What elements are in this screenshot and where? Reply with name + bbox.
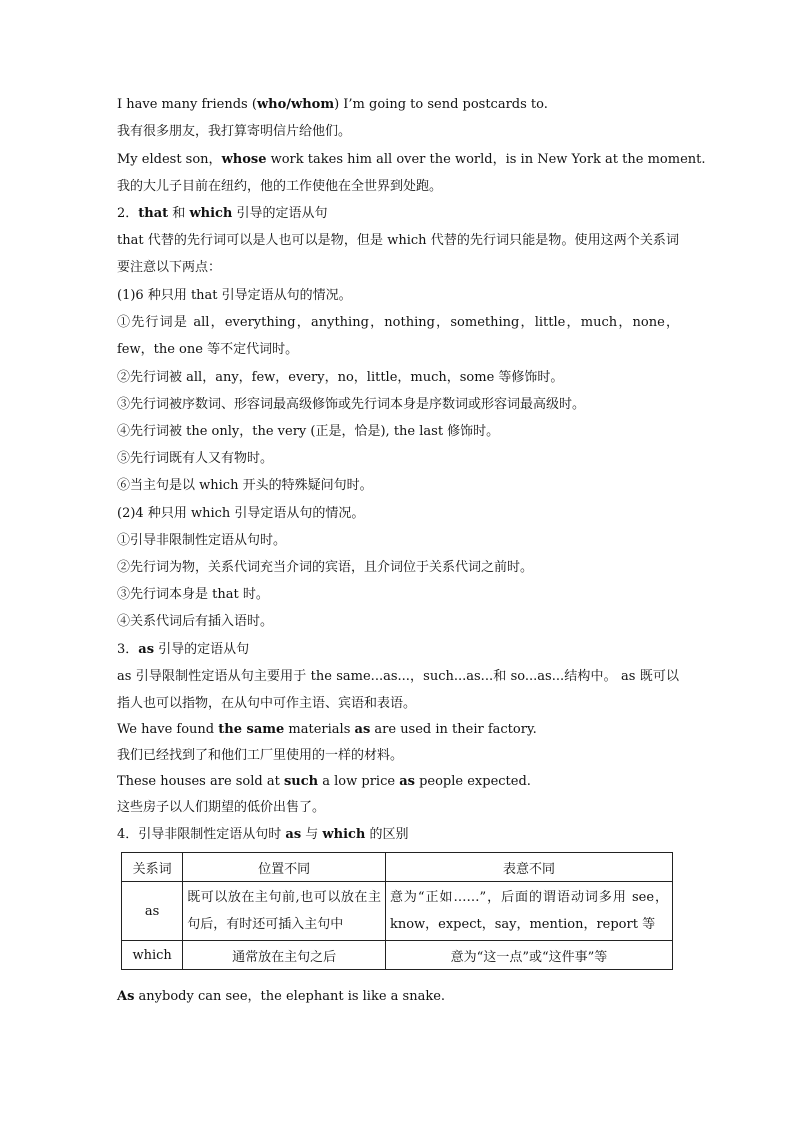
table-row: [122, 941, 673, 970]
text: 和: [168, 206, 190, 221]
section-heading: [117, 826, 679, 844]
table-header: 表意不同: [385, 853, 672, 882]
list-item: ⑤先行词既有人又有物时。: [117, 451, 274, 466]
text: work takes him all over the world，is in New York at the moment.: [266, 152, 706, 167]
translation: 这些房子以人们期望的低价出售了。: [117, 800, 326, 815]
example-sentence: [117, 988, 679, 1006]
table-row: [122, 882, 673, 941]
section-heading: [117, 205, 679, 223]
list-item: ④先行词被 the only，the very (正是，恰是), the last 修饰时。: [117, 424, 500, 439]
subheading: (1)6 种只用 that 引导定语从句的情况。: [117, 288, 352, 303]
bold-text: such: [283, 774, 319, 789]
text: are used in their factory.: [370, 722, 537, 737]
text: a low price: [318, 774, 400, 789]
table-cell: 通常放在主句之后: [183, 941, 386, 970]
table-cell: which: [122, 941, 183, 970]
example-sentence: [117, 721, 679, 739]
table-cell: 意为“这一点”或“这件事”等: [385, 941, 672, 970]
table-header-row: [122, 853, 673, 882]
list-item: ①引导非限制性定语从句时。: [117, 533, 287, 548]
table-header: 关系词: [122, 853, 183, 882]
example-sentence: [117, 773, 679, 791]
text: ) I’m going to send postcards to.: [334, 97, 548, 112]
bold-text: As: [117, 989, 135, 1004]
bold-text: that: [138, 206, 169, 221]
list-item: ③先行词本身是 that 时。: [117, 587, 269, 602]
paragraph: that 代替的先行词可以是人也可以是物，但是 which 代替的先行词只能是物。使用这两个关系词要注意以下两点：: [117, 233, 679, 275]
translation: 我的大儿子目前在纽约，他的工作使他在全世界到处跑。: [117, 179, 443, 194]
table-cell: as: [122, 882, 183, 941]
text: We have found: [117, 722, 219, 737]
list-item: ②先行词被 all，any，few，every，no，little，much，some 等修饰时。: [117, 370, 564, 385]
example-sentence: [117, 96, 679, 114]
paragraph: as 引导限制性定语从句主要用于 the same...as...，such...as...和 so...as...结构中。 as 既可以指人也可以指物，在从句中可作主语、宾语和表语。: [117, 669, 679, 711]
text: 引导的定语从句: [154, 642, 250, 657]
list-item: ④关系代词后有插入语时。: [117, 614, 274, 629]
list-item: ①先行词是 all，everything，anything，nothing，something，little，much，none，few，the one 等不定代词时。: [117, 315, 679, 357]
text: 与: [301, 827, 323, 842]
text: 4．引导非限制性定语从句时: [117, 827, 286, 842]
bold-text: which: [189, 206, 233, 221]
list-item: ③先行词被序数词、形容词最高级修饰或先行词本身是序数词或形容词最高级时。: [117, 397, 586, 412]
list-item: ②先行词为物，关系代词充当介词的宾语，且介词位于关系代词之前时。: [117, 560, 534, 575]
section-heading: [117, 641, 679, 659]
text: 引导的定语从句: [232, 206, 328, 221]
text: These houses are sold at: [117, 774, 284, 789]
text: 3．: [117, 642, 139, 657]
text: 2．: [117, 206, 139, 221]
bold-text: whose: [221, 152, 267, 167]
text: 的区别: [365, 827, 409, 842]
bold-text: the same: [218, 722, 285, 737]
bold-text: as: [285, 827, 302, 842]
comparison-table: [121, 852, 673, 970]
text: My eldest son，: [117, 152, 222, 167]
bold-text: as: [138, 642, 155, 657]
list-item: ⑥当主句是以 which 开头的特殊疑问句时。: [117, 478, 373, 493]
text: I have many friends (: [117, 97, 257, 112]
example-sentence: [117, 151, 706, 169]
table-header: 位置不同: [183, 853, 386, 882]
bold-text: as: [354, 722, 371, 737]
bold-text: as: [399, 774, 415, 789]
text: people expected.: [414, 774, 531, 789]
subheading: (2)4 种只用 which 引导定语从句的情况。: [117, 506, 365, 521]
text: anybody can see，the elephant is like a snake.: [134, 989, 446, 1004]
bold-text: who/whom: [256, 97, 335, 112]
table-cell: 意为“正如……”，后面的谓语动词多用 see，know，expect，say，mention，report 等: [385, 882, 672, 941]
bold-text: which: [322, 827, 366, 842]
table-cell: 既可以放在主句前,也可以放在主句后，有时还可插入主句中: [183, 882, 386, 941]
translation: 我们已经找到了和他们工厂里使用的一样的材料。: [117, 748, 404, 763]
text: materials: [284, 722, 355, 737]
translation: 我有很多朋友，我打算寄明信片给他们。: [117, 124, 352, 139]
